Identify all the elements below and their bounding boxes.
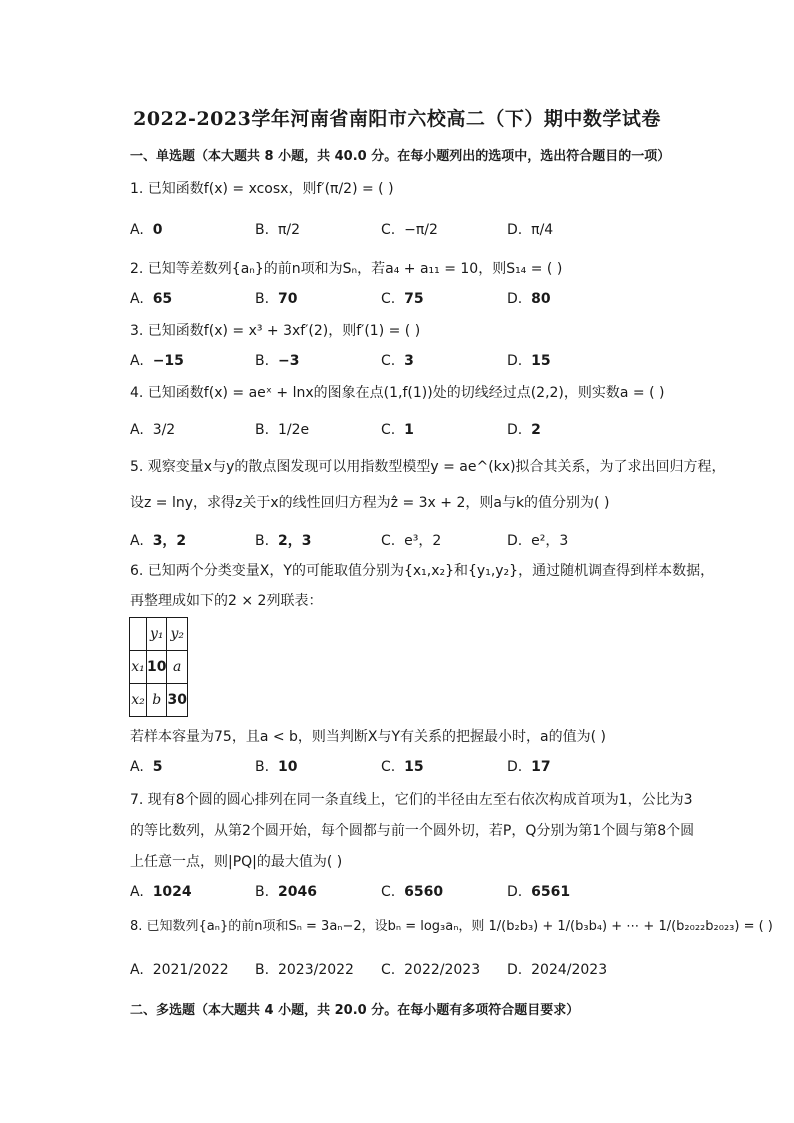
question-5-line-1: 5. 观察变量x与y的散点图发现可以用指数型模型y = ae^(kx)拟合其关系，为了求出回归方程， <box>130 459 726 475</box>
option-b[interactable]: B. −3 <box>255 353 300 369</box>
question-6-line-2: 再整理成如下的2 × 2列联表： <box>130 593 323 609</box>
option-b[interactable]: B. 2046 <box>255 884 317 900</box>
table-cell: x₂ <box>130 684 147 717</box>
question-5-line-2: 设z = lny，求得z关于x的线性回归方程为ẑ = 3x + 2，则a与k的值分别为( ) <box>130 495 610 511</box>
option-b[interactable]: B. 1/2e <box>255 422 310 438</box>
option-c[interactable]: C. 2022/2023 <box>381 962 481 978</box>
option-c[interactable]: C. 1 <box>381 422 414 438</box>
question-2: 2. 已知等差数列{aₙ}的前n项和为Sₙ，若a₄ + a₁₁ = 10，则S₁₄ = ( ) <box>130 261 563 277</box>
question-4-options <box>130 422 690 444</box>
option-a[interactable]: A. 1024 <box>130 884 192 900</box>
section-single-choice: 一、单选题（本大题共 8 小题，共 40.0 分。在每小题列出的选项中，选出符合题目的一项） <box>130 149 671 164</box>
option-d[interactable]: D. π/4 <box>507 222 554 238</box>
table-row <box>130 651 188 684</box>
option-c[interactable]: C. e³，2 <box>381 533 442 549</box>
option-c[interactable]: C. 3 <box>381 353 414 369</box>
contingency-table <box>129 617 188 717</box>
option-a[interactable]: A. 0 <box>130 222 163 238</box>
question-4: 4. 已知函数f(x) = aeˣ + lnx的图象在点(1,f(1))处的切线经过点(2,2)，则实数a = ( ) <box>130 385 665 401</box>
question-1-options <box>130 222 690 244</box>
question-7-line-1: 7. 现有8个圆的圆心排列在同一条直线上，它们的半径由左至右依次构成首项为1，公比为3 <box>130 792 693 808</box>
option-d[interactable]: D. 17 <box>507 759 551 775</box>
table-cell <box>130 618 147 651</box>
exam-title: 2022-2023学年河南省南阳市六校高二（下）期中数学试卷 <box>133 108 661 130</box>
question-5-options <box>130 530 690 552</box>
question-6-line-1: 6. 已知两个分类变量X，Y的可能取值分别为{x₁,x₂}和{y₁,y₂}，通过随机调查得到样本数据， <box>130 563 715 579</box>
question-1: 1. 已知函数f(x) = xcosx，则f′(π/2) = ( ) <box>130 181 394 197</box>
table-cell: 10 <box>147 651 167 684</box>
option-a[interactable]: A. 3，2 <box>130 533 187 549</box>
option-d[interactable]: D. 15 <box>507 353 551 369</box>
option-c[interactable]: C. 15 <box>381 759 424 775</box>
table-cell: 30 <box>167 684 187 717</box>
question-3-options <box>130 353 690 375</box>
question-7-line-2: 的等比数列，从第2个圆开始，每个圆都与前一个圆外切，若P，Q分别为第1个圆与第8个圆 <box>130 823 695 839</box>
option-d[interactable]: D. 80 <box>507 291 551 307</box>
table-row <box>130 618 188 651</box>
question-8: 8. 已知数列{aₙ}的前n项和Sₙ = 3aₙ−2，设bₙ = log₃aₙ，则 1/(b₂b₃) + 1/(b₃b₄) + ⋯ + 1/(b₂₀₂₂b₂₀₂₃) = ( ) <box>130 919 773 934</box>
option-b[interactable]: B. 2，3 <box>255 533 312 549</box>
option-a[interactable]: A. −15 <box>130 353 184 369</box>
question-8-options <box>130 962 690 984</box>
table-cell: y₁ <box>147 618 167 651</box>
option-d[interactable]: D. 2024/2023 <box>507 962 608 978</box>
option-a[interactable]: A. 3/2 <box>130 422 176 438</box>
option-d[interactable]: D. e²，3 <box>507 533 569 549</box>
table-cell: b <box>147 684 167 717</box>
question-3: 3. 已知函数f(x) = x³ + 3xf′(2)，则f′(1) = ( ) <box>130 323 421 339</box>
option-c[interactable]: C. 6560 <box>381 884 444 900</box>
option-c[interactable]: C. 75 <box>381 291 424 307</box>
question-6-line-3: 若样本容量为75，且a < b，则当判断X与Y有关系的把握最小时，a的值为( ) <box>130 729 607 745</box>
table-cell: x₁ <box>130 651 147 684</box>
option-b[interactable]: B. 2023/2022 <box>255 962 354 978</box>
question-7-line-3: 上任意一点，则|PQ|的最大值为( ) <box>130 854 343 870</box>
question-2-options <box>130 291 690 313</box>
question-7-options <box>130 884 690 906</box>
option-d[interactable]: D. 6561 <box>507 884 571 900</box>
table-row <box>130 684 188 717</box>
option-b[interactable]: B. 10 <box>255 759 298 775</box>
option-a[interactable]: A. 5 <box>130 759 163 775</box>
section-multiple-choice: 二、多选题（本大题共 4 小题，共 20.0 分。在每小题有多项符合题目要求） <box>130 1003 580 1018</box>
option-b[interactable]: B. 70 <box>255 291 298 307</box>
option-a[interactable]: A. 2021/2022 <box>130 962 229 978</box>
option-b[interactable]: B. π/2 <box>255 222 301 238</box>
table-cell: a <box>167 651 187 684</box>
option-a[interactable]: A. 65 <box>130 291 173 307</box>
option-d[interactable]: D. 2 <box>507 422 541 438</box>
question-6-options <box>130 759 690 781</box>
table-cell: y₂ <box>167 618 187 651</box>
option-c[interactable]: C. −π/2 <box>381 222 438 238</box>
